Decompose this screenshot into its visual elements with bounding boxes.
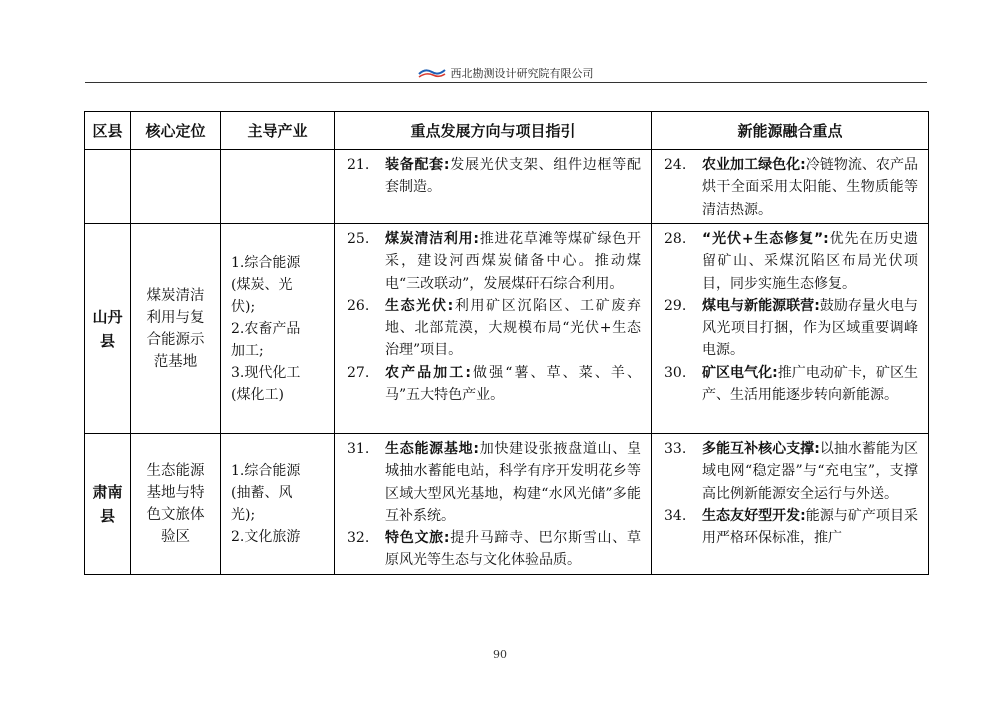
item-body — [702, 438, 918, 505]
county-cell — [85, 434, 131, 575]
directions-cell — [335, 150, 652, 224]
industry-line: 2.文化旅游 — [231, 528, 301, 545]
item-number: 32. — [347, 530, 370, 547]
item-title: 生态光伏: — [385, 297, 454, 314]
item-number: 24. — [664, 157, 687, 173]
item-title: 矿区电气化: — [702, 364, 778, 381]
item-title: 农产品加工: — [385, 364, 471, 381]
table-row — [85, 434, 929, 575]
page-header — [85, 64, 925, 82]
item-text: 冷链物流、农产品烘干全面采用太阳能、生物质能等清洁热源。 — [702, 157, 918, 218]
company-logo-icon — [417, 67, 447, 79]
item-text: 以抽水蓄能为区域电网“稳定器”与“充电宝”，支撑高比例新能源安全运行与外送。 — [702, 441, 918, 502]
county-cell — [85, 224, 131, 434]
industry-line: 3.现代化工 — [231, 364, 301, 381]
item-body — [702, 154, 918, 221]
core-positioning-cell — [131, 224, 221, 434]
item-text: 提升马蹄寺、巴尔斯雪山、草原风光等生态与文化体验品质。 — [385, 530, 641, 569]
item-body — [702, 228, 918, 295]
list-item — [664, 295, 918, 362]
county-cell — [85, 150, 131, 224]
list-item — [347, 228, 641, 295]
industry-line: (煤化工) — [231, 386, 284, 403]
item-text: 推广电动矿卡，矿区生产、生活用能逐步转向新能源。 — [702, 364, 918, 404]
company-name: 西北勘测设计研究院有限公司 — [450, 67, 594, 80]
industry-line: (抽蓄、风 — [231, 484, 293, 501]
industry-line: (煤炭、光 — [231, 276, 293, 293]
directions-cell — [335, 224, 652, 434]
item-title: 农业加工绿色化: — [702, 157, 806, 173]
item-number: 31. — [347, 441, 370, 457]
item-title: 生态友好型开发: — [702, 507, 806, 524]
item-title: 特色文旅: — [385, 530, 450, 547]
item-text: 加快建设张掖盘道山、皇城抽水蓄能电站，科学有序开发明花乡等区域大型风光基地，构建“水风光储”多能互补系统。 — [385, 441, 642, 524]
item-number: 34. — [664, 507, 687, 524]
item-text: 鼓励存量火电与风光项目打捆，作为区域重要调峰电源。 — [702, 297, 918, 359]
item-number: 33. — [664, 441, 687, 457]
integration-cell — [652, 224, 929, 434]
county-name: 山丹县 — [92, 307, 123, 350]
directions-cell — [335, 434, 652, 575]
list-item — [347, 438, 641, 527]
list-item — [664, 362, 918, 407]
table-header-row — [85, 112, 929, 150]
item-body — [702, 295, 918, 362]
item-text: 推进花草滩等煤矿绿色开采，建设河西煤炭储备中心。推动煤电“三改联动”，发展煤矸石综合利用。 — [385, 231, 642, 292]
item-text: 做强“薯、草、菜、羊、马”五大特色产业。 — [385, 364, 641, 404]
item-body — [385, 295, 641, 362]
item-number: 25. — [347, 231, 370, 247]
item-text: 利用矿区沉陷区、工矿废弃地、北部荒漠，大规模布局“光伏+生态治理”项目。 — [385, 297, 641, 359]
industries-cell — [221, 150, 335, 224]
list-item — [664, 228, 918, 295]
item-body — [385, 154, 641, 199]
industry-line: 1.综合能源 — [231, 462, 301, 479]
item-text: 发展光伏支架、组件边框等配套制造。 — [385, 157, 641, 196]
item-body — [385, 228, 641, 295]
column-header: 区县 — [85, 112, 131, 150]
item-title: 煤炭清洁利用: — [385, 231, 479, 247]
core-positioning-text: 生态能源基地与特色文旅体验区 — [146, 462, 205, 545]
list-item — [664, 438, 918, 505]
item-number: 30. — [664, 364, 687, 381]
core-positioning-cell — [131, 150, 221, 224]
column-header: 主导产业 — [221, 112, 335, 150]
list-item — [347, 295, 641, 362]
industry-line: 伏); — [231, 298, 256, 315]
item-body — [385, 362, 641, 407]
column-header: 重点发展方向与项目指引 — [335, 112, 652, 150]
county-name: 肃南县 — [92, 482, 123, 525]
item-title: 煤电与新能源联营: — [702, 297, 820, 314]
industry-line: 1.综合能源 — [231, 254, 301, 271]
list-item — [347, 362, 641, 407]
item-title: “光伏+生态修复”: — [702, 231, 829, 247]
list-item — [664, 154, 918, 221]
integration-cell — [652, 434, 929, 575]
item-number: 28. — [664, 231, 687, 247]
page-number: 90 — [493, 648, 507, 661]
item-title: 装备配套: — [385, 157, 450, 173]
industry-line: 加工; — [231, 342, 264, 359]
item-text: 优先在历史遗留矿山、采煤沉陷区布局光伏项目，同步实施生态修复。 — [702, 231, 919, 292]
item-body — [385, 438, 641, 527]
county-plan-table — [84, 111, 929, 575]
item-number: 27. — [347, 364, 370, 381]
item-body — [702, 505, 918, 550]
item-title: 多能互补核心支撑: — [702, 441, 820, 457]
item-text: 能源与矿产项目采用严格环保标准，推广 — [702, 507, 918, 547]
table-row — [85, 224, 929, 434]
item-number: 26. — [347, 297, 370, 314]
integration-cell — [652, 150, 929, 224]
item-body — [385, 527, 641, 572]
list-item — [347, 154, 641, 199]
header-divider — [85, 82, 927, 83]
list-item — [664, 505, 918, 550]
item-body — [702, 362, 918, 407]
core-positioning-text: 煤炭清洁利用与复合能源示范基地 — [146, 287, 205, 370]
item-title: 生态能源基地: — [385, 441, 479, 457]
industries-cell — [221, 434, 335, 575]
item-number: 29. — [664, 297, 687, 314]
core-positioning-cell — [131, 434, 221, 575]
table-row — [85, 150, 929, 224]
column-header: 核心定位 — [131, 112, 221, 150]
industry-line: 2.农畜产品 — [231, 320, 301, 337]
list-item — [347, 527, 641, 572]
column-header: 新能源融合重点 — [652, 112, 929, 150]
industries-cell — [221, 224, 335, 434]
industry-line: 光); — [231, 506, 256, 523]
item-number: 21. — [347, 157, 370, 173]
